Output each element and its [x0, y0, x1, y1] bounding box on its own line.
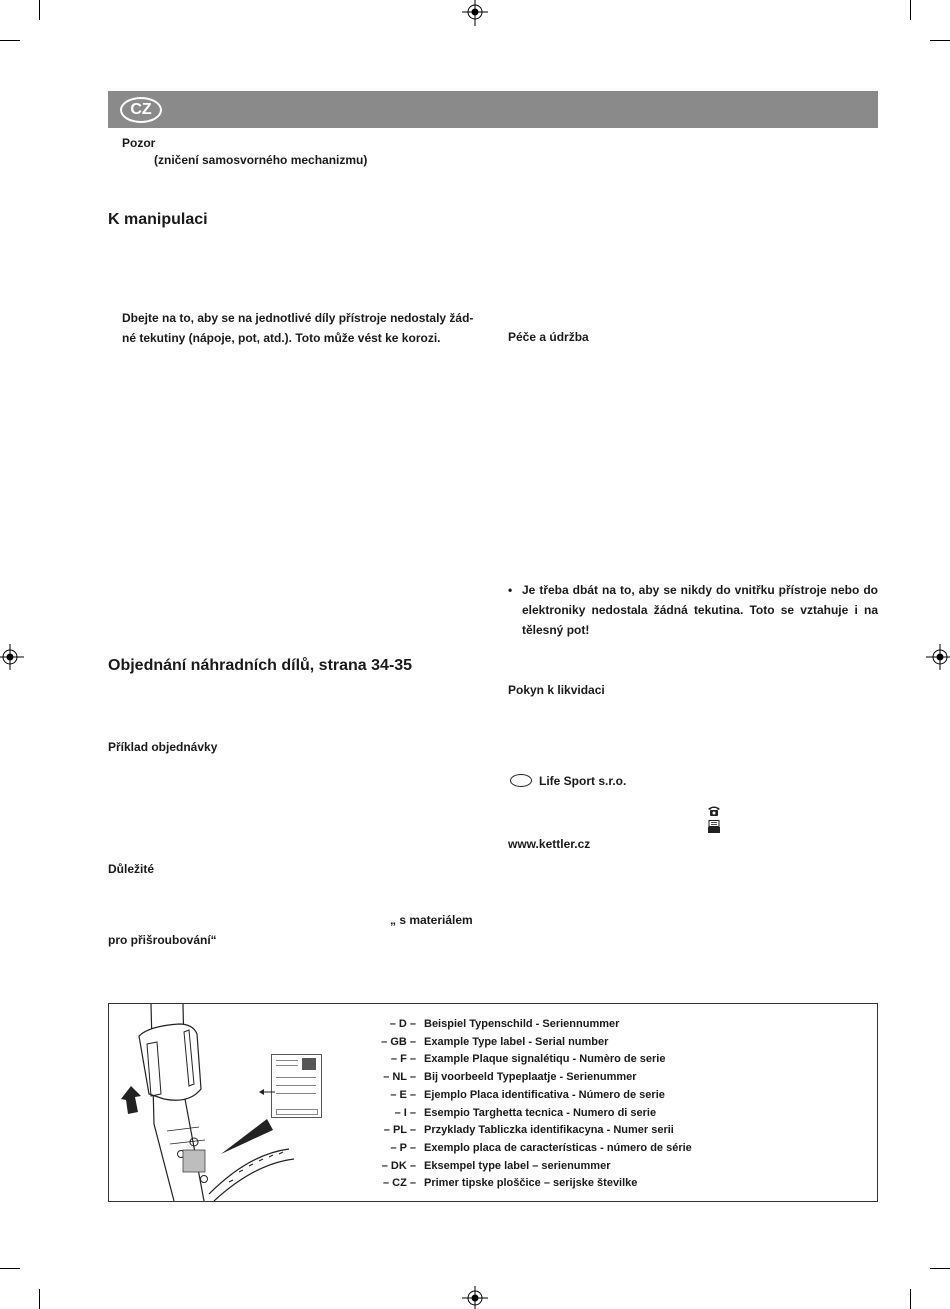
registration-mark-left: [0, 642, 24, 672]
crop-mark: [930, 40, 950, 41]
label-text: Example Plaque signalétiqu - Numèro de serie: [424, 1053, 666, 1066]
language-code: – I –: [394, 1106, 416, 1119]
bullet-text-line: Je třeba dbát na to, aby se nikdy do vnitřku přístroje nebo do: [522, 583, 878, 597]
label-row-d: [364, 1016, 619, 1034]
important-label: Důležité: [108, 862, 155, 876]
registration-mark-top: [460, 0, 490, 26]
label-text: Esempio Targhetta tecnica - Numero di serie: [424, 1106, 657, 1119]
company-oval-icon: [510, 774, 532, 787]
bullet-text-line: elektroniky nedostala žádná tekutina. Toto se vztahuje i na: [522, 603, 878, 617]
phone-icon: [707, 805, 721, 817]
label-text: Example Type label - Serial number: [424, 1035, 609, 1048]
label-row-cz: [364, 1175, 637, 1193]
crop-mark: [910, 0, 911, 20]
label-row-dk: [364, 1158, 610, 1176]
crop-mark: [930, 1268, 950, 1269]
website: www.kettler.cz: [508, 837, 591, 851]
language-code: – GB –: [381, 1035, 416, 1048]
crop-mark: [0, 1268, 20, 1269]
disposal-heading: Pokyn k likvidaci: [508, 683, 605, 697]
language-header-bar: [108, 91, 878, 128]
label-text: Bij voorbeeld Typeplaatje - Serienummer: [424, 1071, 637, 1084]
care-heading: Péče a údržba: [508, 330, 589, 344]
pozor-label: Pozor: [122, 136, 156, 150]
company-name: Life Sport s.r.o.: [539, 774, 627, 788]
label-text: Exemplo placa de características - número de série: [424, 1141, 692, 1154]
label-row-pl: [364, 1122, 674, 1140]
label-row-gb: [364, 1034, 608, 1052]
label-row-f: [364, 1051, 665, 1069]
type-label-grid: [276, 1109, 318, 1115]
language-code: – F –: [390, 1053, 416, 1066]
bullet-text-line: tělesný pot!: [522, 623, 590, 637]
bullet-marker: •: [508, 583, 513, 597]
crop-mark: [39, 0, 40, 20]
pozor-detail: (zničení samosvorného mechanizmu): [154, 153, 368, 167]
label-text: Przyklady Tabliczka identifikacyna - Numer serii: [424, 1124, 674, 1137]
language-code: – DK –: [381, 1159, 416, 1172]
screw-material-quote: „ s materiálem: [390, 913, 473, 927]
label-row-p: [364, 1140, 692, 1158]
order-example-label: Příklad objednávky: [108, 740, 218, 754]
language-code: – NL –: [383, 1071, 416, 1084]
type-label-zoom: [271, 1054, 322, 1118]
crop-mark: [39, 1289, 40, 1309]
label-text: Eksempel type label – serienummer: [424, 1159, 611, 1172]
type-label-line: [276, 1065, 298, 1066]
manipulation-note: [122, 308, 478, 348]
manipulation-heading: K manipulaci: [108, 211, 208, 228]
language-code: – CZ –: [382, 1177, 416, 1190]
type-label-line: [276, 1093, 316, 1094]
label-row-e: [364, 1087, 665, 1105]
language-code: – PL –: [383, 1124, 416, 1137]
label-row-i: [364, 1105, 656, 1123]
type-label-figure: [108, 1003, 878, 1202]
language-code: – D –: [389, 1018, 416, 1030]
label-row-nl: [364, 1069, 637, 1087]
type-label-line: [276, 1060, 298, 1061]
registration-mark-right: [926, 642, 950, 672]
fax-icon: [707, 820, 721, 834]
manipulation-note-line: Dbejte na to, aby se na jednotlivé díly přístroje nedostaly žád-: [122, 311, 474, 325]
pointer-arrow-icon: [259, 1088, 275, 1096]
manipulation-note-line: né tekutiny (nápoje, pot, atd.). Toto může vést ke korozi.: [122, 331, 441, 345]
type-label-line: [276, 1085, 316, 1086]
language-badge: CZ: [120, 97, 162, 123]
spare-parts-heading: Objednání náhradních dílů, strana 34-35: [108, 657, 413, 674]
crop-mark: [0, 40, 20, 41]
type-label-logo: [302, 1058, 316, 1070]
language-code: – E –: [390, 1088, 416, 1101]
registration-mark-bottom: [460, 1286, 490, 1309]
label-text: Ejemplo Placa identificativa - Número de serie: [424, 1088, 665, 1101]
bullet-text: [522, 580, 878, 640]
liquid-warning-bullet: [508, 580, 878, 640]
language-code: – P –: [390, 1141, 416, 1154]
type-label-line: [276, 1077, 316, 1078]
screw-material-quote-end: pro přišroubování“: [108, 933, 217, 947]
label-text: Beispiel Typenschild - Seriennummer: [424, 1018, 620, 1030]
label-text: Primer tipske ploščice – serijske številke: [424, 1177, 638, 1190]
crop-mark: [910, 1289, 911, 1309]
